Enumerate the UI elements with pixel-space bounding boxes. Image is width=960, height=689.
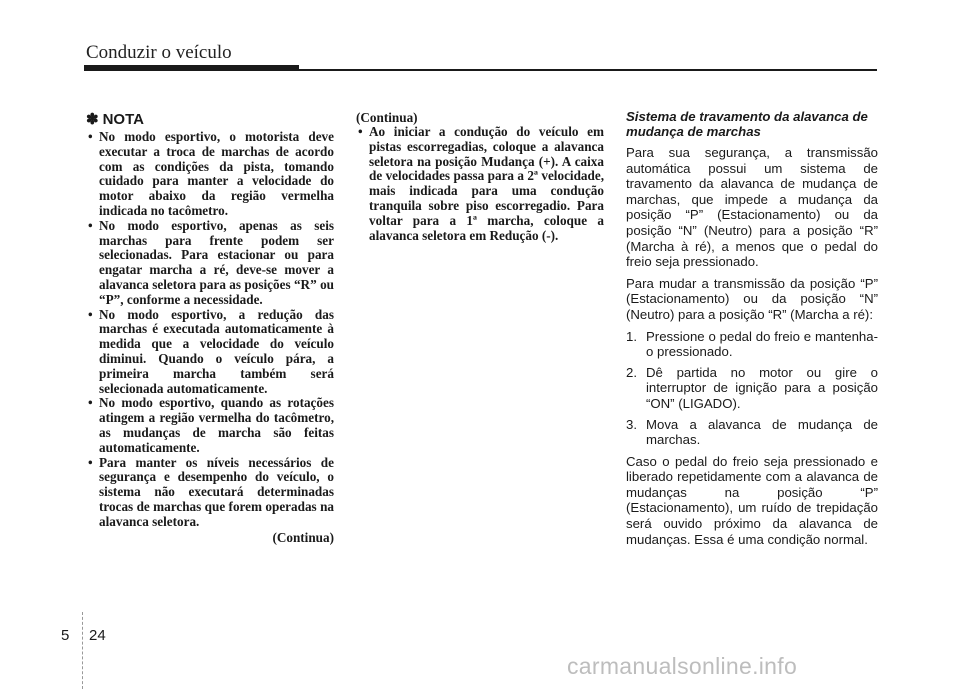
watermark: carmanualsonline.info bbox=[567, 653, 798, 679]
note-item: • Ao iniciar a condução do veículo em pistas escorregadias, coloque a alavanca seletora na posição Mudança (+). A caixa de velocidades passa para a 2ª velocidade, mais indicada para uma condução tranquila sobre piso escorregadio. Para voltar para a 1ª marcha, coloque a alavanca seletora em Redução (-). bbox=[356, 125, 604, 243]
section-paragraph: Para mudar a transmissão da posição “P” (Estacionamento) ou da posição “N” (Neutro) para a posição “R” (Marcha a ré): bbox=[626, 275, 878, 322]
step-text: Pressione o pedal do freio e mantenha-o pressionado. bbox=[646, 328, 878, 360]
continues-label: (Continua) bbox=[272, 529, 334, 545]
column-note-continued bbox=[356, 110, 604, 243]
step-text: Dê partida no motor ou gire o interruptor de ignição para a posição “ON” (LIGADO). bbox=[646, 364, 878, 411]
note-list bbox=[86, 130, 334, 530]
column-note bbox=[86, 110, 334, 545]
header-rule-thick bbox=[84, 65, 299, 71]
note-item: • No modo esportivo, a redução das marchas é executada automaticamente à medida que a velocidade do veículo diminui. Quando o veículo pára, a primeira marcha também será selecionada automaticamente. bbox=[86, 308, 334, 397]
steps-list bbox=[626, 329, 878, 448]
note-item: • Para manter os níveis necessários de segurança e desempenho do veículo, o sistema não executará determinadas trocas de marchas que forem operadas na alavanca seletora. bbox=[86, 456, 334, 530]
page-header-title: Conduzir o veículo bbox=[86, 42, 232, 63]
note-heading bbox=[86, 110, 334, 128]
step-item bbox=[626, 365, 878, 412]
step-number: 1. bbox=[626, 328, 637, 344]
note-item: • No modo esportivo, o motorista deve executar a troca de marchas de acordo com as condições da pista, tomando cuidado para manter a velocidade do motor abaixo da região vermelha indicada no tacômetro. bbox=[86, 130, 334, 219]
section-title: Sistema de travamento da alavanca de mudança de marchas bbox=[626, 109, 868, 139]
continued-label: (Continua) bbox=[356, 110, 418, 125]
step-item bbox=[626, 417, 878, 448]
footer-divider bbox=[82, 612, 83, 689]
header-rule-thin bbox=[299, 69, 877, 71]
step-text: Mova a alavanca de mudança de marchas. bbox=[646, 416, 878, 448]
section-paragraph: Caso o pedal do freio seja pressionado e liberado repetidamente com a alavanca de mudanças na posição “P” (Estacionamento), um ruído de trepidação será ouvido próximo da alavanca de mudanças. Essa é uma condição normal. bbox=[626, 453, 878, 547]
step-item bbox=[626, 329, 878, 360]
footer-section-number: 5 bbox=[61, 627, 70, 644]
step-number: 3. bbox=[626, 416, 637, 432]
step-number: 2. bbox=[626, 364, 637, 380]
footer-page-number: 24 bbox=[89, 627, 106, 644]
note-cont-list bbox=[356, 125, 604, 243]
note-item: • No modo esportivo, apenas as seis marchas para frente podem ser selecionadas. Para estacionar ou para engatar marcha a ré, deve-se mover a alavanca seletora para as posições “R” ou “P”, conforme a necessidade. bbox=[86, 219, 334, 308]
star-icon: ✽ bbox=[86, 111, 99, 128]
note-item: • No modo esportivo, quando as rotações atingem a região vermelha do tacômetro, as mudanças de marcha são feitas automaticamente. bbox=[86, 396, 334, 455]
column-section bbox=[626, 110, 878, 553]
section-paragraph: Para sua segurança, a transmissão automática possui um sistema de travamento da alavanca de mudança de marchas, que impede a mudança da posição “P” (Estacionamento) ou da posição “N” (Neutro) para a posição “R” (Marcha à ré), a menos que o pedal do freio seja pressionado. bbox=[626, 145, 878, 270]
note-label: NOTA bbox=[102, 110, 144, 128]
